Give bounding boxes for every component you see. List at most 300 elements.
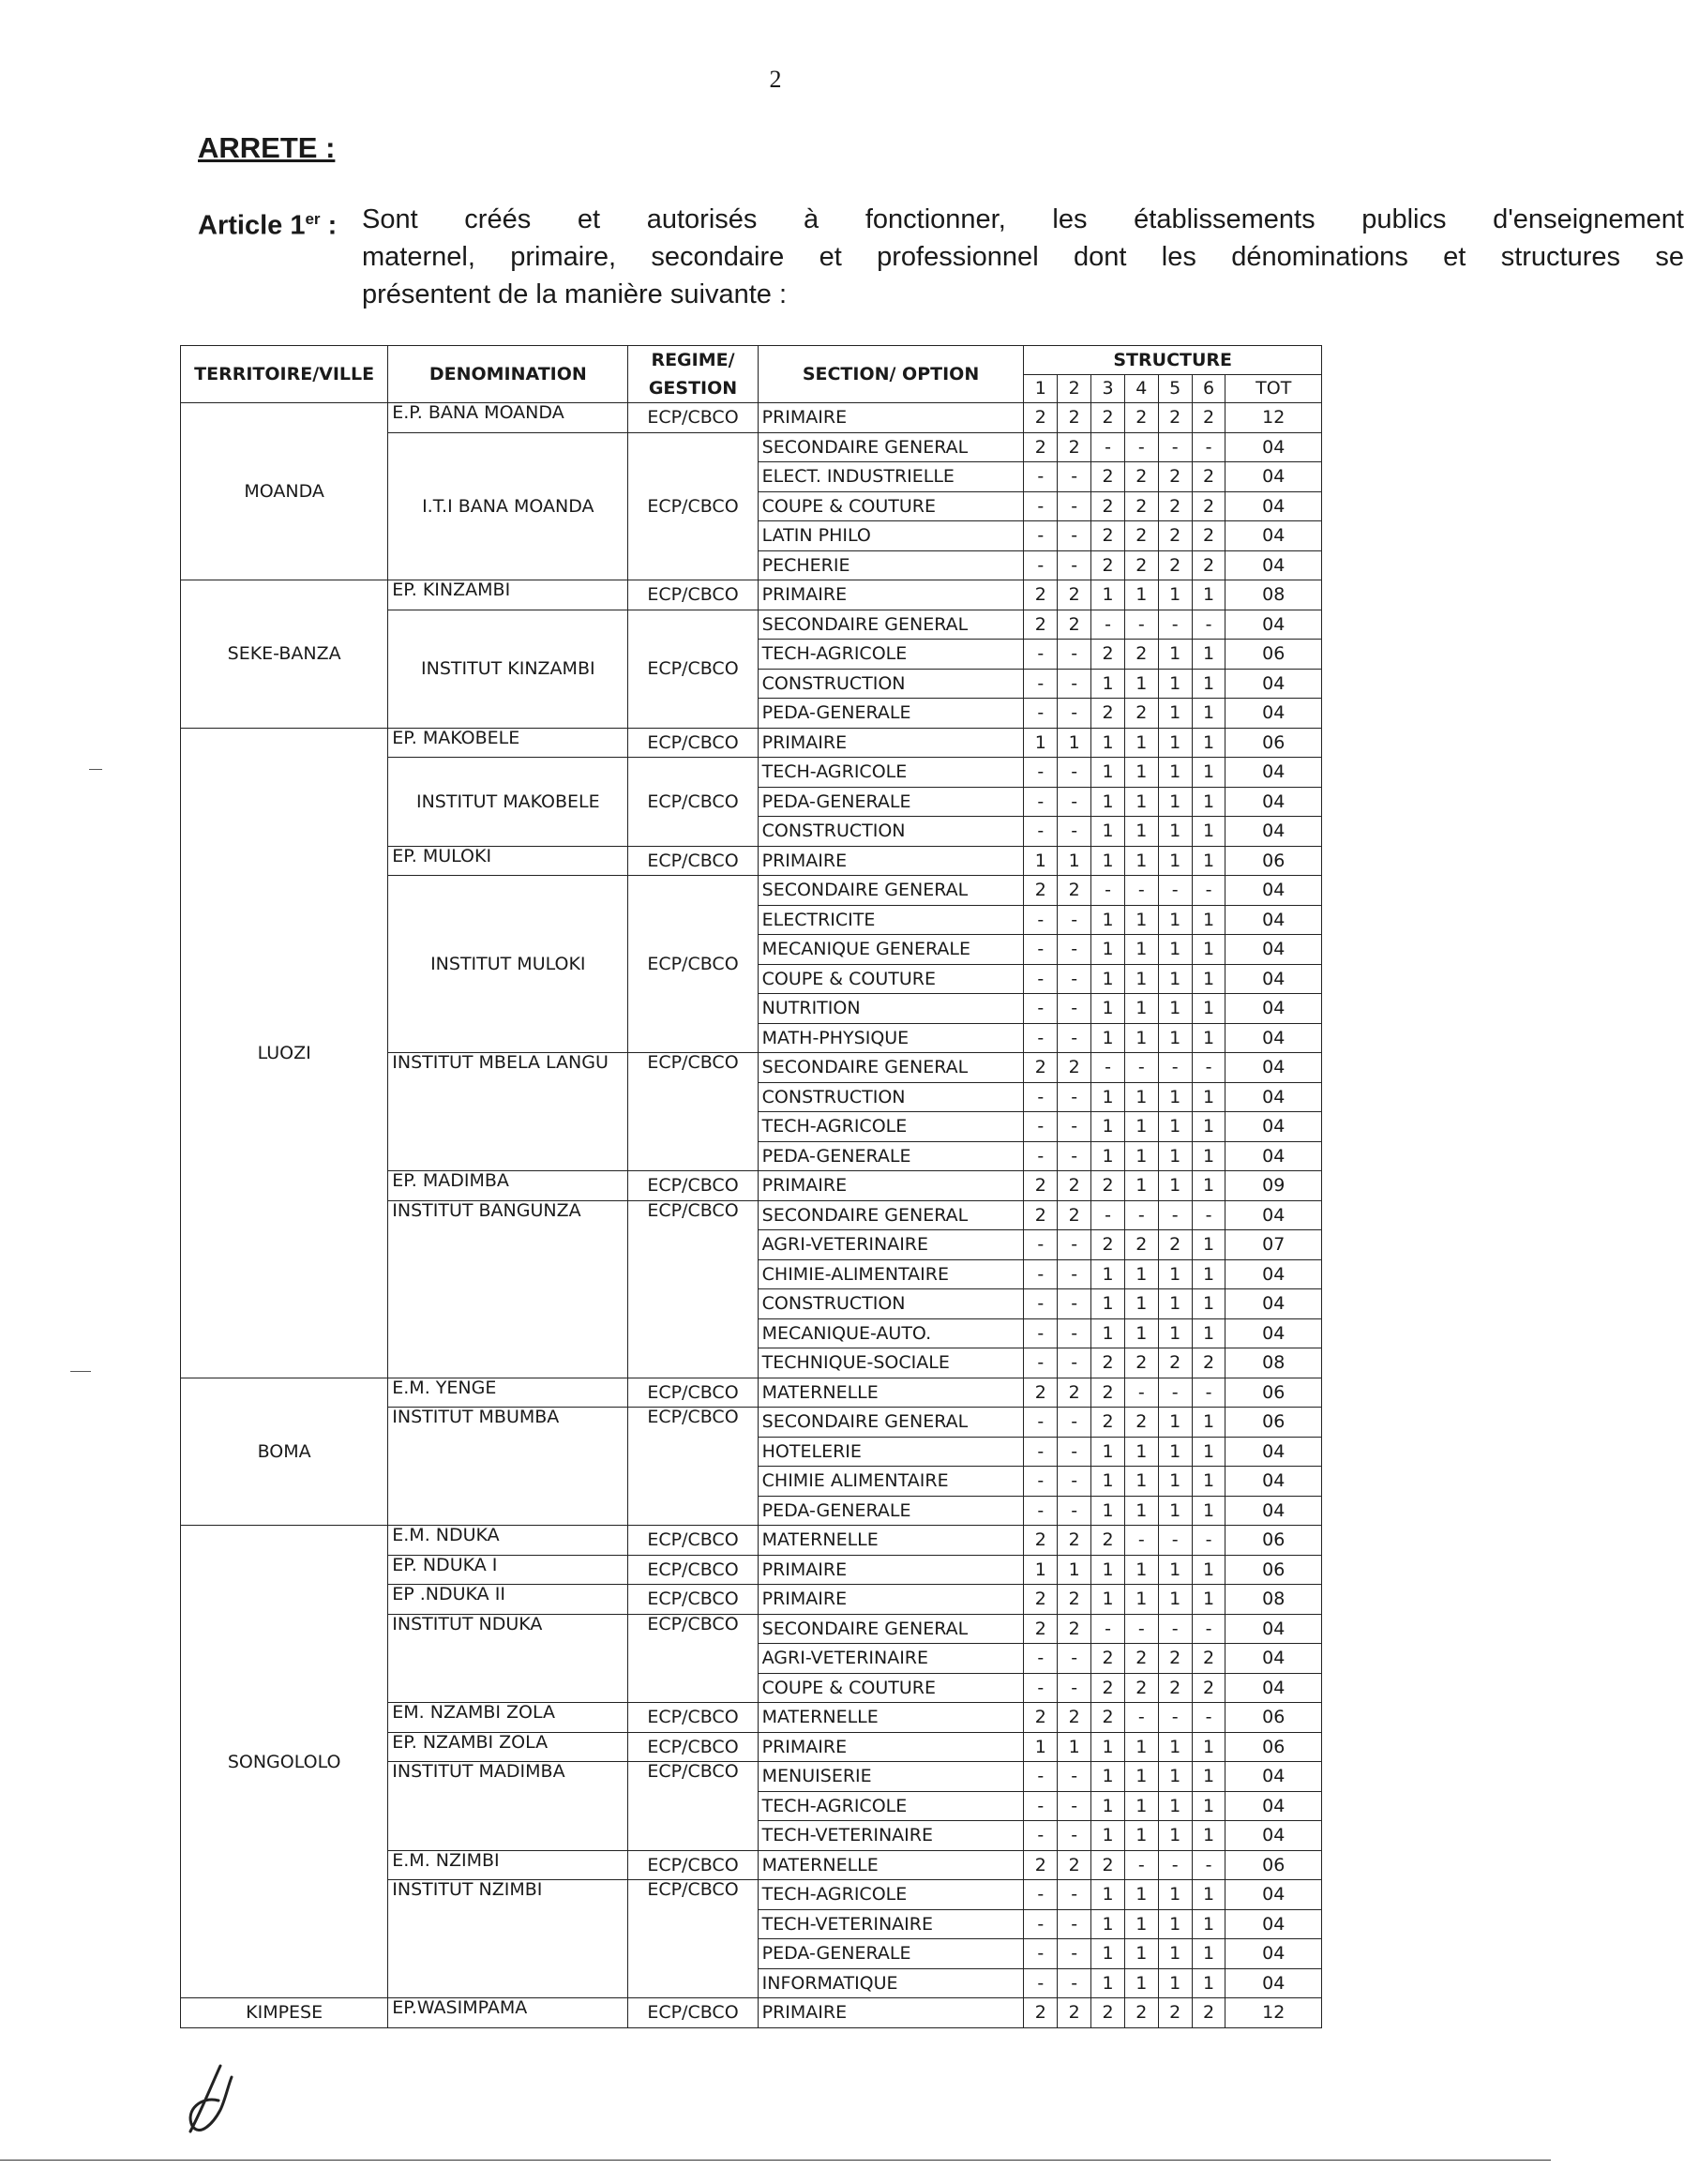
section-cell: COUPE & COUTURE xyxy=(758,1673,1024,1703)
structure-cell: 1 xyxy=(1158,758,1192,788)
section-cell: PRIMAIRE xyxy=(758,846,1024,876)
structure-cell: 2 xyxy=(1192,1673,1225,1703)
total-cell: 06 xyxy=(1225,1378,1322,1408)
structure-cell: 2 xyxy=(1058,580,1091,610)
structure-cell: 1 xyxy=(1091,1732,1125,1762)
structure-cell: 2 xyxy=(1091,1526,1125,1556)
structure-col-header: 4 xyxy=(1124,374,1158,403)
structure-cell: - xyxy=(1058,1348,1091,1378)
section-cell: HOTELERIE xyxy=(758,1437,1024,1467)
structure-cell: 2 xyxy=(1058,610,1091,640)
structure-cell: 2 xyxy=(1124,403,1158,433)
section-cell: MATERNELLE xyxy=(758,1526,1024,1556)
structure-cell: 1 xyxy=(1091,1082,1125,1112)
denomination-cell: EP. NZAMBI ZOLA xyxy=(388,1732,628,1762)
structure-cell: 1 xyxy=(1158,817,1192,847)
denomination-cell: EP. MAKOBELE xyxy=(388,728,628,758)
structure-cell: 1 xyxy=(1158,1171,1192,1201)
structure-cell: - xyxy=(1024,1230,1058,1260)
total-cell: 04 xyxy=(1225,758,1322,788)
structure-cell: - xyxy=(1158,1200,1192,1230)
structure-cell: 1 xyxy=(1091,817,1125,847)
denomination-cell: INSTITUT NDUKA xyxy=(388,1614,628,1703)
total-cell: 04 xyxy=(1225,1200,1322,1230)
section-cell: CONSTRUCTION xyxy=(758,1289,1024,1319)
section-cell: AGRI-VETERINAIRE xyxy=(758,1644,1024,1674)
structure-cell: 2 xyxy=(1158,1230,1192,1260)
structure-cell: - xyxy=(1058,1880,1091,1910)
total-cell: 08 xyxy=(1225,580,1322,610)
structure-cell: - xyxy=(1158,1378,1192,1408)
table-row xyxy=(181,728,1322,758)
structure-cell: - xyxy=(1024,1791,1058,1821)
structure-cell: - xyxy=(1058,1259,1091,1289)
total-cell: 04 xyxy=(1225,1791,1322,1821)
section-cell: TECH-AGRICOLE xyxy=(758,758,1024,788)
structure-cell: 1 xyxy=(1058,728,1091,758)
structure-cell: - xyxy=(1124,1703,1158,1733)
structure-cell: 1 xyxy=(1124,787,1158,817)
header-denomination: DENOMINATION xyxy=(388,346,628,403)
structure-cell: 2 xyxy=(1058,1200,1091,1230)
structure-cell: 2 xyxy=(1124,1998,1158,2028)
total-cell: 04 xyxy=(1225,491,1322,521)
structure-cell: 1 xyxy=(1192,994,1225,1024)
structure-col-header: 1 xyxy=(1024,374,1058,403)
structure-cell: 2 xyxy=(1058,1703,1091,1733)
structure-cell: 1 xyxy=(1124,994,1158,1024)
structure-cell: 1 xyxy=(1124,1821,1158,1851)
structure-cell: 1 xyxy=(1158,1289,1192,1319)
structure-cell: - xyxy=(1058,550,1091,580)
structure-cell: 1 xyxy=(1158,580,1192,610)
section-cell: PRIMAIRE xyxy=(758,403,1024,433)
structure-cell: 1 xyxy=(1091,1821,1125,1851)
structure-cell: - xyxy=(1024,1644,1058,1674)
structure-cell: - xyxy=(1058,1467,1091,1497)
section-cell: PECHERIE xyxy=(758,550,1024,580)
structure-cell: - xyxy=(1024,817,1058,847)
structure-cell: 1 xyxy=(1091,758,1125,788)
structure-cell: 2 xyxy=(1091,1998,1125,2028)
structure-cell: - xyxy=(1024,1082,1058,1112)
denomination-cell: EP. MADIMBA xyxy=(388,1171,628,1201)
structure-cell: - xyxy=(1058,1968,1091,1998)
total-cell: 12 xyxy=(1225,1998,1322,2028)
structure-cell: 1 xyxy=(1158,1880,1192,1910)
structure-cell: - xyxy=(1024,1023,1058,1053)
structure-cell: - xyxy=(1158,432,1192,462)
structure-cell: 1 xyxy=(1124,1141,1158,1171)
total-cell: 04 xyxy=(1225,1112,1322,1142)
structure-cell: 1 xyxy=(1192,1023,1225,1053)
structure-cell: 1 xyxy=(1192,1821,1225,1851)
structure-col-header: 2 xyxy=(1058,374,1091,403)
structure-cell: 1 xyxy=(1192,1467,1225,1497)
structure-cell: 1 xyxy=(1192,669,1225,699)
territoire-cell: SEKE-BANZA xyxy=(181,580,388,729)
denomination-cell: EM. NZAMBI ZOLA xyxy=(388,1703,628,1733)
structure-cell: 2 xyxy=(1091,1673,1125,1703)
section-cell: SECONDAIRE GENERAL xyxy=(758,1408,1024,1438)
structure-cell: - xyxy=(1124,1614,1158,1644)
structure-cell: - xyxy=(1058,758,1091,788)
structure-cell: 1 xyxy=(1124,1318,1158,1348)
structure-cell: 1 xyxy=(1158,1141,1192,1171)
structure-cell: 1 xyxy=(1124,1939,1158,1969)
structure-cell: 1 xyxy=(1192,728,1225,758)
structure-cell: 1 xyxy=(1192,1437,1225,1467)
total-cell: 04 xyxy=(1225,935,1322,965)
article-label-sup: er xyxy=(305,210,321,228)
structure-cell: 2 xyxy=(1024,1614,1058,1644)
structure-cell: 1 xyxy=(1124,1467,1158,1497)
structure-cell: 1 xyxy=(1091,1968,1125,1998)
structure-cell: - xyxy=(1058,1408,1091,1438)
structure-cell: - xyxy=(1158,1526,1192,1556)
structure-cell: - xyxy=(1024,1112,1058,1142)
structure-cell: 1 xyxy=(1091,1555,1125,1585)
structure-cell: - xyxy=(1124,610,1158,640)
structure-cell: 2 xyxy=(1058,432,1091,462)
total-cell: 04 xyxy=(1225,1880,1322,1910)
structure-cell: 2 xyxy=(1124,1673,1158,1703)
territoire-cell: LUOZI xyxy=(181,728,388,1378)
territoire-cell: BOMA xyxy=(181,1378,388,1526)
header-regime: REGIME/ GESTION xyxy=(628,346,758,403)
regime-cell: ECP/CBCO xyxy=(628,846,758,876)
structure-cell: 2 xyxy=(1091,699,1125,729)
article-line: présentent de la manière suivante : xyxy=(362,279,787,309)
structure-cell: 2 xyxy=(1158,403,1192,433)
structure-cell: 1 xyxy=(1124,1082,1158,1112)
total-cell: 04 xyxy=(1225,669,1322,699)
section-cell: LATIN PHILO xyxy=(758,521,1024,551)
structure-cell: 1 xyxy=(1124,1909,1158,1939)
regime-cell: ECP/CBCO xyxy=(628,1200,758,1378)
structure-cell: 2 xyxy=(1024,1850,1058,1880)
regime-cell: ECP/CBCO xyxy=(628,1378,758,1408)
structure-cell: 2 xyxy=(1091,1230,1125,1260)
structure-cell: 1 xyxy=(1158,994,1192,1024)
structure-cell: 2 xyxy=(1024,1998,1058,2028)
structure-cell: 1 xyxy=(1158,846,1192,876)
structure-cell: 1 xyxy=(1158,1968,1192,1998)
total-cell: 04 xyxy=(1225,699,1322,729)
structure-cell: 1 xyxy=(1091,1791,1125,1821)
structure-cell: 1 xyxy=(1192,817,1225,847)
total-cell: 04 xyxy=(1225,1644,1322,1674)
structure-col-header: 5 xyxy=(1158,374,1192,403)
structure-cell: 1 xyxy=(1158,1555,1192,1585)
total-cell: 04 xyxy=(1225,1082,1322,1112)
structure-cell: 1 xyxy=(1091,994,1125,1024)
structure-cell: - xyxy=(1058,905,1091,935)
denomination-cell: INSTITUT NZIMBI xyxy=(388,1880,628,1998)
structure-cell: - xyxy=(1192,1703,1225,1733)
regime-cell: ECP/CBCO xyxy=(628,1585,758,1615)
total-cell: 12 xyxy=(1225,403,1322,433)
structure-cell: 2 xyxy=(1058,1378,1091,1408)
structure-cell: 1 xyxy=(1192,1112,1225,1142)
section-cell: PEDA-GENERALE xyxy=(758,1141,1024,1171)
structure-cell: 1 xyxy=(1091,787,1125,817)
structure-cell: - xyxy=(1024,699,1058,729)
structure-cell: 2 xyxy=(1024,1171,1058,1201)
regime-cell: ECP/CBCO xyxy=(628,580,758,610)
structure-cell: 1 xyxy=(1192,964,1225,994)
structure-cell: 2 xyxy=(1124,1408,1158,1438)
section-cell: NUTRITION xyxy=(758,994,1024,1024)
total-cell: 04 xyxy=(1225,432,1322,462)
structure-cell: 1 xyxy=(1158,1496,1192,1526)
section-cell: TECH-AGRICOLE xyxy=(758,1880,1024,1910)
structure-cell: 1 xyxy=(1192,1230,1225,1260)
denomination-cell: EP. MULOKI xyxy=(388,846,628,876)
structure-cell: 1 xyxy=(1158,1023,1192,1053)
structure-cell: 1 xyxy=(1192,1585,1225,1615)
structure-cell: 2 xyxy=(1124,699,1158,729)
structure-cell: 1 xyxy=(1158,935,1192,965)
structure-cell: - xyxy=(1058,1289,1091,1319)
structure-cell: 2 xyxy=(1091,1703,1125,1733)
denomination-cell: E.M. YENGE xyxy=(388,1378,628,1408)
structure-cell: 1 xyxy=(1192,1555,1225,1585)
structure-cell: 2 xyxy=(1192,1348,1225,1378)
section-cell: ELECTRICITE xyxy=(758,905,1024,935)
structure-cell: 1 xyxy=(1158,1791,1192,1821)
table-row xyxy=(181,580,1322,610)
structure-cell: - xyxy=(1058,994,1091,1024)
structure-cell: 1 xyxy=(1192,1791,1225,1821)
structure-cell: 1 xyxy=(1124,846,1158,876)
structure-cell: - xyxy=(1024,669,1058,699)
structure-cell: 2 xyxy=(1091,403,1125,433)
structure-cell: - xyxy=(1024,994,1058,1024)
regime-cell: ECP/CBCO xyxy=(628,432,758,580)
structure-cell: 1 xyxy=(1124,1732,1158,1762)
section-cell: CONSTRUCTION xyxy=(758,817,1024,847)
total-cell: 04 xyxy=(1225,905,1322,935)
regime-cell: ECP/CBCO xyxy=(628,728,758,758)
total-cell: 04 xyxy=(1225,521,1322,551)
structure-cell: 1 xyxy=(1091,728,1125,758)
structure-cell: 2 xyxy=(1158,1348,1192,1378)
section-cell: TECH-VETERINAIRE xyxy=(758,1821,1024,1851)
structure-cell: 2 xyxy=(1058,1053,1091,1083)
total-cell: 04 xyxy=(1225,817,1322,847)
structure-cell: - xyxy=(1058,1762,1091,1792)
structure-cell: 2 xyxy=(1091,1171,1125,1201)
structure-cell: 2 xyxy=(1192,550,1225,580)
table-body xyxy=(181,403,1322,2028)
structure-cell: 2 xyxy=(1158,462,1192,492)
structure-cell: - xyxy=(1024,758,1058,788)
structure-cell: - xyxy=(1124,1378,1158,1408)
structure-cell: 1 xyxy=(1091,1467,1125,1497)
regime-cell: ECP/CBCO xyxy=(628,1703,758,1733)
structure-cell: 2 xyxy=(1024,1378,1058,1408)
denomination-cell: E.M. NDUKA xyxy=(388,1526,628,1556)
section-cell: TECH-AGRICOLE xyxy=(758,1791,1024,1821)
section-cell: MECANIQUE-AUTO. xyxy=(758,1318,1024,1348)
structure-cell: 2 xyxy=(1192,521,1225,551)
table-row xyxy=(181,403,1322,433)
section-cell: SECONDAIRE GENERAL xyxy=(758,432,1024,462)
article-line: maternel, primaire, secondaire et professionnel dont les dénominations et structures se xyxy=(362,242,1684,272)
structure-cell: 1 xyxy=(1124,1496,1158,1526)
total-cell: 04 xyxy=(1225,550,1322,580)
structure-cell: - xyxy=(1024,935,1058,965)
structure-cell: 1 xyxy=(1192,1762,1225,1792)
total-cell: 04 xyxy=(1225,1318,1322,1348)
structure-cell: 1 xyxy=(1158,1467,1192,1497)
structure-cell: 1 xyxy=(1158,905,1192,935)
structure-cell: 2 xyxy=(1024,403,1058,433)
structure-cell: - xyxy=(1091,876,1125,906)
structure-cell: - xyxy=(1058,1496,1091,1526)
structure-cell: 2 xyxy=(1024,432,1058,462)
header-section: SECTION/ OPTION xyxy=(758,346,1024,403)
total-cell: 04 xyxy=(1225,1023,1322,1053)
structure-cell: - xyxy=(1058,1939,1091,1969)
total-cell: 04 xyxy=(1225,462,1322,492)
section-cell: SECONDAIRE GENERAL xyxy=(758,1053,1024,1083)
structure-cell: - xyxy=(1058,1023,1091,1053)
structure-cell: 2 xyxy=(1091,1408,1125,1438)
denomination-cell: INSTITUT MADIMBA xyxy=(388,1762,628,1851)
structure-cell: 1 xyxy=(1158,1732,1192,1762)
structure-cell: 2 xyxy=(1192,491,1225,521)
total-cell: 04 xyxy=(1225,1909,1322,1939)
structure-cell: 1 xyxy=(1158,1259,1192,1289)
structure-cell: 1 xyxy=(1158,1082,1192,1112)
total-cell: 06 xyxy=(1225,640,1322,670)
structure-cell: - xyxy=(1058,1821,1091,1851)
structure-cell: 1 xyxy=(1192,1082,1225,1112)
structure-cell: 1 xyxy=(1192,758,1225,788)
regime-cell: ECP/CBCO xyxy=(628,1762,758,1851)
structure-cell: - xyxy=(1024,1673,1058,1703)
structure-cell: 1 xyxy=(1091,1909,1125,1939)
structure-cell: 1 xyxy=(1058,846,1091,876)
page-number: 2 xyxy=(769,66,782,93)
structure-cell: 1 xyxy=(1158,669,1192,699)
structure-cell: 1 xyxy=(1192,1318,1225,1348)
structure-cell: 2 xyxy=(1091,521,1125,551)
structure-cell: 2 xyxy=(1058,1998,1091,2028)
structure-cell: - xyxy=(1192,1526,1225,1556)
structure-cell: 1 xyxy=(1091,1318,1125,1348)
structure-cell: - xyxy=(1024,1437,1058,1467)
structure-cell: - xyxy=(1192,1200,1225,1230)
structure-cell: 1 xyxy=(1124,905,1158,935)
structure-cell: 1 xyxy=(1158,1585,1192,1615)
regime-cell: ECP/CBCO xyxy=(628,1526,758,1556)
structure-cell: - xyxy=(1024,1408,1058,1438)
section-cell: ELECT. INDUSTRIELLE xyxy=(758,462,1024,492)
denomination-cell: INSTITUT BANGUNZA xyxy=(388,1200,628,1378)
structure-cell: - xyxy=(1024,1939,1058,1969)
structure-cell: - xyxy=(1058,669,1091,699)
structure-cell: 2 xyxy=(1091,1348,1125,1378)
regime-cell: ECP/CBCO xyxy=(628,610,758,728)
structure-cell: - xyxy=(1024,964,1058,994)
structure-cell: - xyxy=(1192,432,1225,462)
section-cell: MATERNELLE xyxy=(758,1378,1024,1408)
structure-cell: 1 xyxy=(1091,1880,1125,1910)
structure-cell: - xyxy=(1058,935,1091,965)
structure-cell: 1 xyxy=(1124,1171,1158,1201)
article-text xyxy=(362,201,1684,313)
total-cell: 04 xyxy=(1225,1467,1322,1497)
structure-cell: 1 xyxy=(1158,1437,1192,1467)
total-cell: 06 xyxy=(1225,1703,1322,1733)
structure-cell: - xyxy=(1158,610,1192,640)
structure-cell: 2 xyxy=(1124,462,1158,492)
section-cell: TECHNIQUE-SOCIALE xyxy=(758,1348,1024,1378)
structure-cell: - xyxy=(1024,1259,1058,1289)
total-cell: 09 xyxy=(1225,1171,1322,1201)
section-cell: PRIMAIRE xyxy=(758,1732,1024,1762)
total-cell: 04 xyxy=(1225,1496,1322,1526)
structure-cell: 1 xyxy=(1058,1555,1091,1585)
section-cell: TECH-VETERINAIRE xyxy=(758,1909,1024,1939)
header-territoire: TERRITOIRE/VILLE xyxy=(181,346,388,403)
structure-cell: 1 xyxy=(1158,1112,1192,1142)
structure-cell: - xyxy=(1091,432,1125,462)
structure-cell: 1 xyxy=(1124,758,1158,788)
denomination-cell: INSTITUT MBELA LANGU xyxy=(388,1053,628,1171)
structure-cell: 1 xyxy=(1124,1880,1158,1910)
regime-cell: ECP/CBCO xyxy=(628,1732,758,1762)
establishments-table xyxy=(180,345,1322,2028)
structure-cell: 1 xyxy=(1091,846,1125,876)
structure-cell: 1 xyxy=(1124,964,1158,994)
signature-initial xyxy=(173,2058,258,2143)
structure-cell: 2 xyxy=(1158,550,1192,580)
structure-cell: 2 xyxy=(1091,550,1125,580)
structure-cell: - xyxy=(1058,1318,1091,1348)
structure-cell: - xyxy=(1024,1496,1058,1526)
denomination-cell: EP. KINZAMBI xyxy=(388,580,628,610)
structure-cell: 1 xyxy=(1192,1909,1225,1939)
total-cell: 04 xyxy=(1225,787,1322,817)
regime-cell: ECP/CBCO xyxy=(628,1998,758,2028)
section-cell: PRIMAIRE xyxy=(758,728,1024,758)
total-cell: 04 xyxy=(1225,1289,1322,1319)
total-cell: 04 xyxy=(1225,876,1322,906)
structure-cell: - xyxy=(1158,1053,1192,1083)
structure-cell: 1 xyxy=(1192,846,1225,876)
structure-cell: 1 xyxy=(1192,1968,1225,1998)
structure-cell: - xyxy=(1024,1467,1058,1497)
structure-cell: 1 xyxy=(1124,580,1158,610)
structure-cell: - xyxy=(1024,521,1058,551)
structure-cell: 1 xyxy=(1158,1939,1192,1969)
total-cell: 06 xyxy=(1225,1732,1322,1762)
section-cell: COUPE & COUTURE xyxy=(758,491,1024,521)
denomination-cell: E.P. BANA MOANDA xyxy=(388,403,628,433)
denomination-cell: EP.WASIMPAMA xyxy=(388,1998,628,2028)
structure-cell: - xyxy=(1158,1614,1192,1644)
structure-cell: 1 xyxy=(1091,669,1125,699)
structure-cell: 1 xyxy=(1192,935,1225,965)
structure-cell: 1 xyxy=(1124,1968,1158,1998)
section-cell: CHIMIE ALIMENTAIRE xyxy=(758,1467,1024,1497)
section-cell: TECH-AGRICOLE xyxy=(758,1112,1024,1142)
structure-cell: 2 xyxy=(1024,580,1058,610)
